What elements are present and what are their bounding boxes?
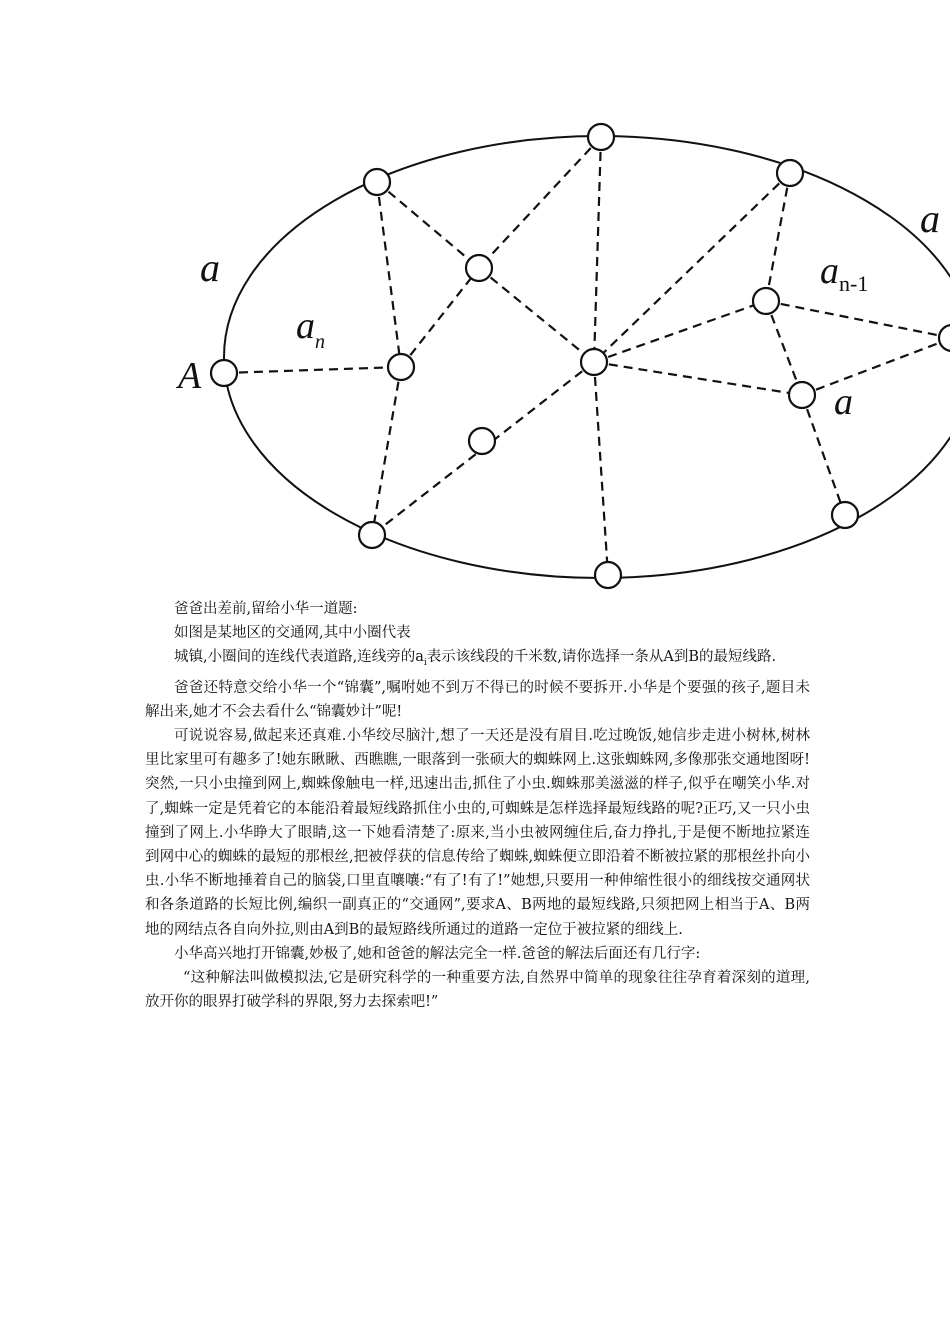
story-text [145, 597, 810, 1014]
town-node [469, 428, 495, 454]
paragraph-7-quote: “这种解法叫做模拟法,它是研究科学的一种重要方法,自然界中简单的现象往往孕育着深刻的道理,放开你的眼界打破学科的界限,努力去探索吧!” [145, 969, 810, 1011]
label-a-mid-right: a [834, 381, 853, 423]
label-a-top-left: a [200, 245, 220, 290]
town-node [359, 522, 385, 548]
paragraph-4: 爸爸还特意交给小华一个“锦囊”,嘱咐她不到万不得已的时候不要拆开.小华是个要强的孩子,题目未解出来,她才不会去看什么“锦囊妙计”呢! [145, 679, 810, 720]
town-node [753, 288, 779, 314]
label-a-n: $a_n$ [296, 305, 325, 353]
town-node [832, 502, 858, 528]
town-node [777, 160, 803, 186]
town-node [388, 354, 414, 380]
paragraph-3: 城镇,小圈间的连线代表道路,连线旁的$a_i$表示该线段的千米数,请你选择一条从A到B的最短线路. [174, 649, 777, 669]
label-A: A [178, 355, 202, 397]
label-a-n-minus-1: $a_{n-1}$ [820, 250, 869, 296]
town-node-A [211, 360, 237, 386]
paragraph-1: 爸爸出差前,留给小华一道题: [174, 601, 358, 617]
town-node [595, 562, 621, 588]
label-a-edge-right: a [920, 196, 940, 241]
paragraph-5: 可说说容易,做起来还真难.小华绞尽脑汁,想了一天还是没有眉目.吃过晚饭,她信步走进小树林,树林里比家里可有趣多了!她东瞅瞅、西瞧瞧,一眼落到一张硕大的蜘蛛网上.这张蜘蛛网,多像那张交通地图呀!突然,一只小虫撞到网上,蜘蛛像触电一样,迅速出击,抓住了小虫.蜘蛛那美滋滋的样子,似乎在嘲笑小华.对了,蜘蛛一定是凭着它的本能沿着最短线路抓住小虫的,可蜘蛛是怎样选择最短线路的呢?正巧,又一只小虫撞到了网上.小华睁大了眼睛,这一下她看清楚了:原来,当小虫被网缠住后,奋力挣扎,于是便不断地拉紧连到网中心的蜘蛛的最短的那根丝,把被俘获的信息传给了蜘蛛,蜘蛛便立即沿着不断被拉紧的那根丝扑向小虫.小华不断地捶着自己的脑袋,口里直嚷嚷:“有了!有了!”她想,只要用一种伸缩性很小的细线按交通网状和各条道路的长短比例,编织一副真正的“交通网”,要求A、B两地的最短线路,只须把网上相当于A、B两地的网结点各自向外拉,则由A到B的最短路线所通过的道路一定位于被拉紧的细线上. [145, 727, 810, 938]
paragraph-6: 小华高兴地打开锦囊,妙极了,她和爸爸的解法完全一样.爸爸的解法后面还有几行字: [174, 945, 701, 962]
town-node-B [939, 325, 950, 351]
town-node [466, 255, 492, 281]
town-node [588, 124, 614, 150]
paragraph-2: 如图是某地区的交通网,其中小圈代表 [174, 625, 411, 642]
town-node [364, 169, 390, 195]
traffic-network-diagram [0, 0, 950, 600]
town-nodes [211, 124, 950, 588]
town-node [789, 382, 815, 408]
town-node-center [581, 349, 607, 375]
